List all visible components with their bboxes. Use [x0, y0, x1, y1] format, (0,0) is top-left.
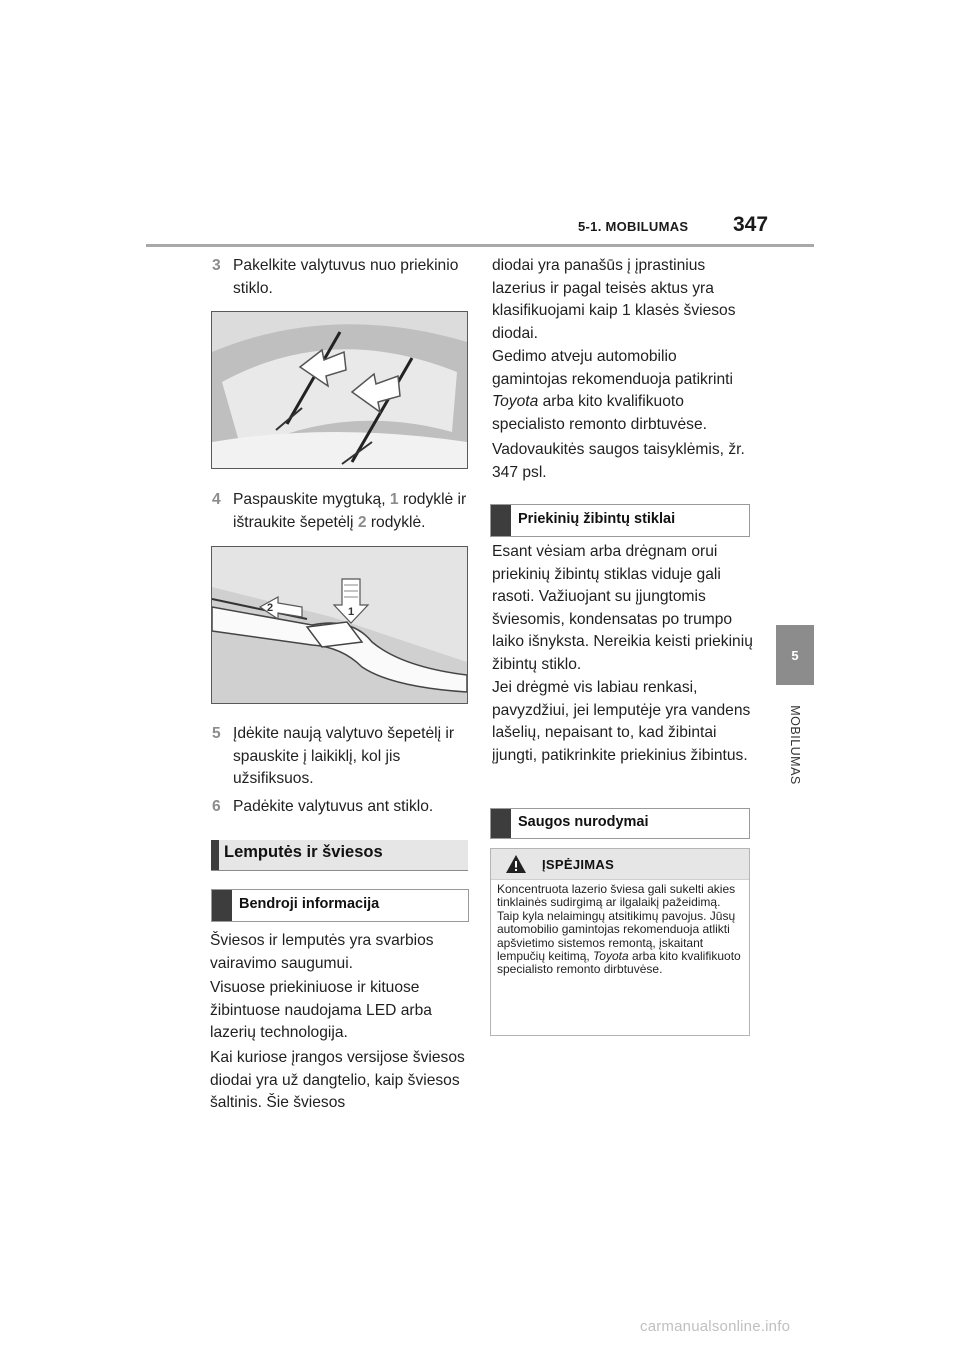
step-text: Pakelkite valytuvus nuo priekinio stiklo. [233, 257, 459, 297]
page-number: 347 [733, 213, 769, 236]
subheading-bar [491, 505, 511, 536]
wiper-lift-drawing [212, 312, 467, 468]
brand-name: Toyota [593, 949, 629, 964]
subheading-safety [490, 808, 750, 839]
warning-triangle-icon [505, 854, 527, 874]
step-5 [212, 723, 472, 791]
step-text [233, 489, 473, 534]
paragraph-led-laser: Visuose priekiniuose ir kituose žibintuose naudojama LED arba lazerių technologija. [210, 979, 432, 1041]
subheading-headlamp-lenses [490, 504, 750, 537]
step-number: 3 [212, 257, 221, 274]
wiper-blade-release-illustration [211, 546, 468, 704]
callout-1: 1 [348, 606, 355, 618]
warning-text-part: Koncentruota lazerio šviesa gali sukelti akies tinklainės sudirgimą ar ilgalaikį pažeidimą. Taip kyla nelaimingų atsitikimų pavojus. Jūsų automobilio gamintojas rekomenduoja atlikti apšvietimo sistemos remontą, įskaitant lempučių keitimą, [497, 882, 736, 964]
section-title: 5-1. MOBILUMAS [578, 219, 689, 234]
arrow-ref-2: 2 [357, 513, 367, 531]
chapter-tab: 5 [776, 625, 814, 685]
step-number: 6 [212, 798, 221, 815]
paragraph-diodes-cover: Kai kuriose įrangos versijose šviesos diodai yra už dangtelio, kaip šviesos šaltinis. Šie šviesos [210, 1049, 465, 1111]
step-text: Įdėkite naują valytuvo šepetėlį ir spauskite į laikiklį, kol jis užsifiksuos. [233, 725, 455, 787]
step-text-part: rodyklė ir ištraukite šepetėlį [233, 491, 467, 531]
warning-header [491, 849, 749, 880]
subheading-headlamp-label: Priekinių žibintų stiklai [518, 511, 676, 527]
heading-bar [211, 840, 219, 870]
paragraph-moisture-check: Jei drėgmė vis labiau renkasi, pavyzdžiui, jei lemputėje yra vandens lašelių, nepaisant to, kad žibintai įjungti, patikrinkite priekinius žibintus. [492, 679, 751, 764]
paragraph-lights-importance: Šviesos ir lemputės yra svarbios vairavimo saugumui. [210, 932, 434, 972]
arrow-ref-1: 1 [389, 491, 399, 508]
step-number: 5 [212, 725, 221, 742]
chapter-side-label-text: MOBILUMAS [788, 705, 802, 785]
paragraph-text: Gedimo atveju automobilio gamintojas rekomenduoja patikrinti [492, 348, 733, 388]
step-text-part: Paspauskite mygtuką, [233, 491, 386, 508]
step-number: 4 [212, 491, 221, 508]
step-text: Padėkite valytuvus ant stiklo. [233, 798, 434, 815]
watermark: carmanualsonline.info [640, 1318, 791, 1335]
subheading-general-label: Bendroji informacija [239, 896, 380, 912]
subheading-bar [491, 809, 511, 838]
callout-2: 2 [267, 602, 274, 614]
warning-text [497, 883, 741, 977]
step-4 [212, 489, 472, 535]
wiper-blade-drawing [212, 547, 467, 703]
warning-box [490, 848, 750, 1036]
heading-lights [211, 840, 468, 871]
paragraph-condensation: Esant vėsiam arba drėgnam orui priekinių žibintų stiklas viduje gali rasoti. Važiuojant su įjungtomis šviesomis, kondensatas po trumpo laiko išnyksta. Nereikia keisti priekinių žibintų stiklo. [492, 543, 753, 673]
wiper-lift-illustration [211, 311, 468, 469]
chapter-side-label [786, 695, 804, 795]
paragraph-text: arba kito kvalifikuoto specialisto remonto dirbtuvėse. [492, 393, 707, 433]
paragraph-diodes-class: diodai yra panašūs į įprastinius lazerius ir pagal teisės aktus yra klasifikuojami kaip 1 klasės šviesos diodai. [492, 257, 736, 342]
subheading-bar [212, 890, 232, 921]
subheading-safety-label: Saugos nurodymai [518, 814, 649, 830]
brand-name: Toyota [492, 393, 539, 410]
heading-lights-label: Lemputės ir šviesos [224, 843, 383, 861]
step-6 [212, 796, 472, 820]
warning-title: ĮSPĖJIMAS [542, 857, 615, 872]
warning-text-part: arba kito kvalifikuoto specialisto remonto dirbtuvėse. [497, 949, 741, 977]
subheading-general [211, 889, 469, 922]
paragraph-safety-reference: Vadovaukitės saugos taisyklėmis, žr. 347 psl. [492, 441, 745, 481]
step-text-part: rodyklė. [370, 513, 426, 531]
step-3 [212, 255, 472, 301]
paragraph-failure-check [492, 346, 754, 436]
header-divider [146, 244, 814, 247]
